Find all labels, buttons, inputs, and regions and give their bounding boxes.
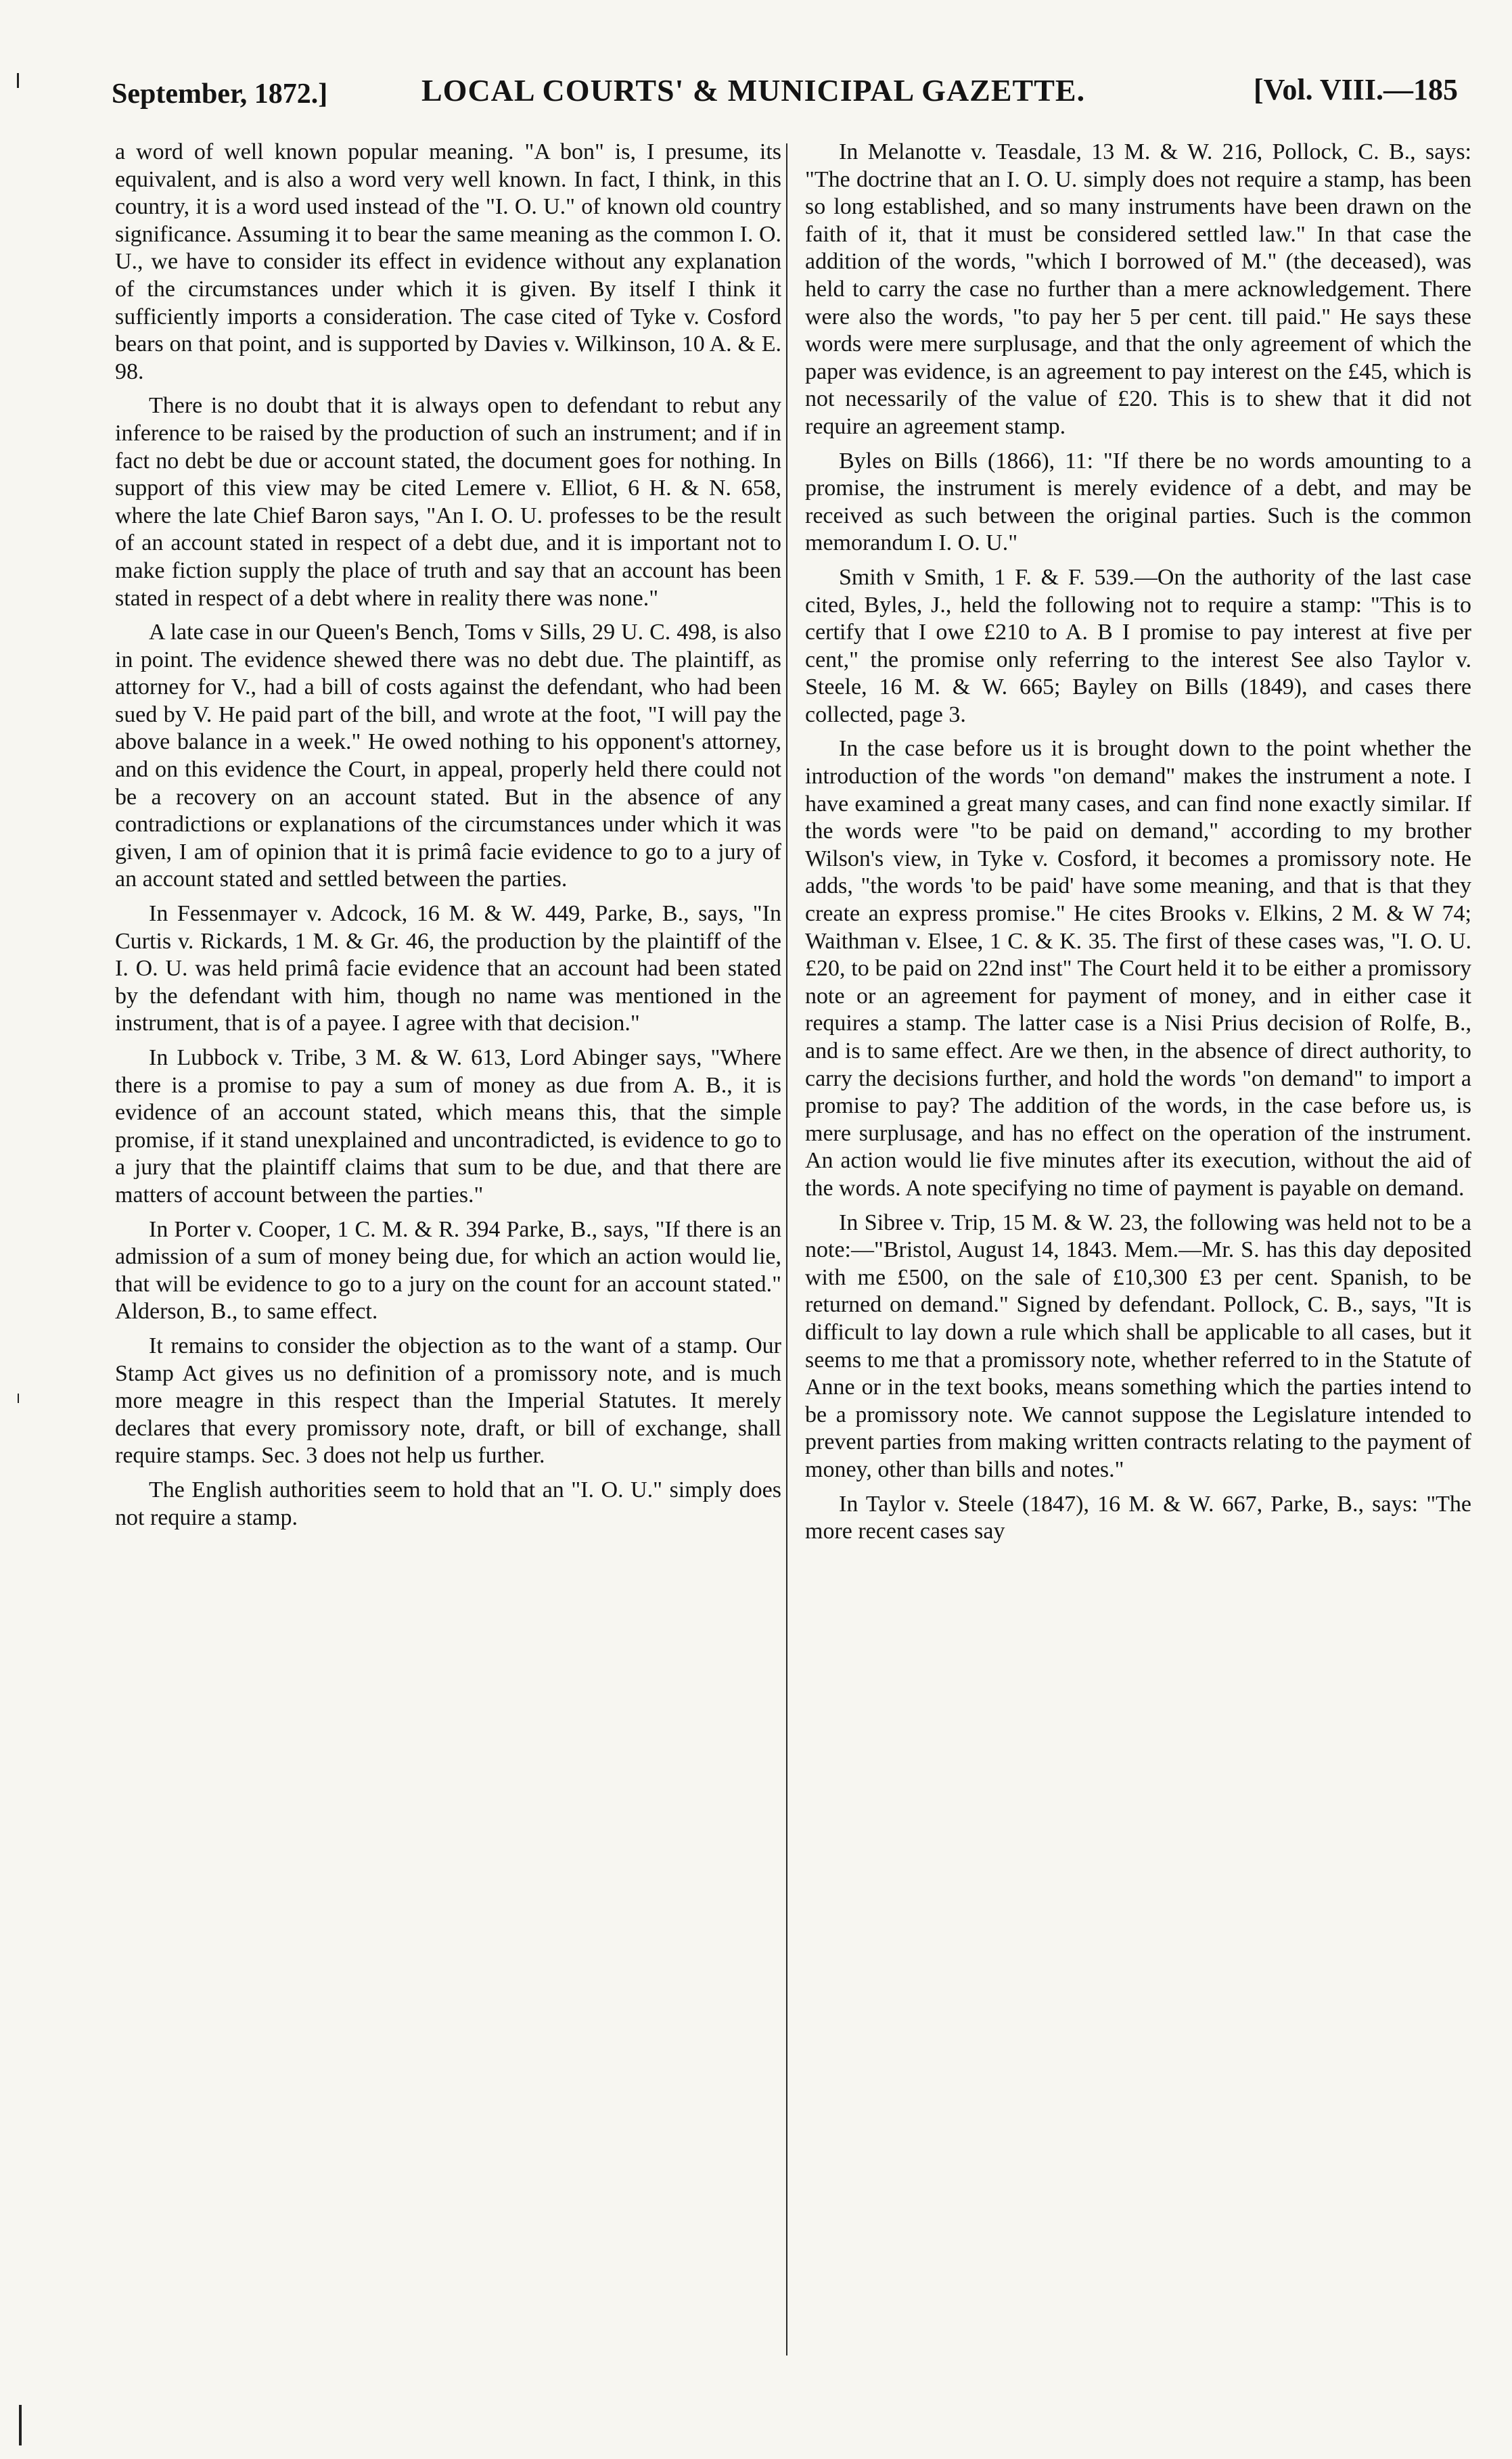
header-date: September, 1872.] [112, 78, 328, 110]
paragraph: It remains to consider the objection as to the want of a stamp. Our Stamp Act gives us no definition of a promissory note, and is much more meagre in this respect than the Imperial Statutes. It merely declares that every promissory note, draft, or bill of exchange, shall require stamps. Sec. 3 does not help us further. [115, 1333, 781, 1469]
paragraph: In Fessenmayer v. Adcock, 16 M. & W. 449, Parke, B., says, "In Curtis v. Rickards, 1 M. & Gr. 46, the production by the plaintiff of the I. O. U. was held primâ facie evidence that an account had been stated by the defendant with him, though no name was mentioned in the instrument, that is of a payee. I agree with that decision." [115, 901, 781, 1036]
paragraph: Byles on Bills (1866), 11: "If there be no words amounting to a promise, the instrument is merely evidence of a debt, and may be received as such between the original parties. Such is the common memorandum I. O. U." [805, 448, 1471, 556]
paragraph: There is no doubt that it is always open to defendant to rebut any inference to be raised by the production of such an instrument; and if in fact no debt be due or account stated, the document goes for nothing. In support of this view may be cited Lemere v. Elliot, 6 H. & N. 658, where the late Chief Baron says, "An I. O. U. professes to be the result of an account stated in respect of a debt due, and it is important not to make fiction supply the place of truth and say that an account has been stated in respect of a debt where in reality there was none." [115, 393, 781, 611]
paragraph: In Melanotte v. Teasdale, 13 M. & W. 216, Pollock, C. B., says: "The doctrine that an I. O. U. simply does not require a stamp, has been so long established, and so many instruments have been drawn on the faith of it, that it must be considered settled law." In that case the addition of the words, "which I borrowed of M." (the deceased), was held to carry the case no further than a mere acknowledgement. There were also the words, "to pay her 5 per cent. till paid." He says these words were mere surplusage, and that the only agreement of which the paper was evidence, is an agreement to pay interest on the £45, which is not necessarily of the value of £20. This is to shew that it did not require an agreement stamp. [805, 139, 1471, 439]
column-divider [786, 143, 787, 2355]
paragraph: In Sibree v. Trip, 15 M. & W. 23, the following was held not to be a note:—"Bristol, August 14, 1843. Mem.—Mr. S. has this day deposited with me £500, on the sale of £10,300 £3 per cent. Spanish, to be returned on demand." Signed by defendant. Pollock, C. B., says, "It is difficult to lay down a rule which shall be applicable to all cases, but it seems to me that a promissory note, whether referred to in the Statute of Anne or in the text books, means something which the parties intend to be a promissory note. We cannot suppose the Legislature intended to prevent parties from making written contracts relating to the payment of money, other than bills and notes." [805, 1210, 1471, 1482]
paragraph: Smith v Smith, 1 F. & F. 539.—On the authority of the last case cited, Byles, J., held the following not to require a stamp: "This is to certify that I owe £210 to A. B I promise to pay interest at five per cent," the promise only referring to the interest See also Taylor v. Steele, 16 M. & W. 665; Bayley on Bills (1849), and cases there collected, page 3. [805, 564, 1471, 727]
margin-mark [17, 73, 19, 88]
paragraph: In Porter v. Cooper, 1 C. M. & R. 394 Parke, B., says, "If there is an admission of a sum of money being due, for which an action would lie, that will be evidence to go to a jury on the count for an account stated." Alderson, B., to same effect. [115, 1216, 781, 1325]
paragraph: In the case before us it is brought down to the point whether the introduction of the words "on demand" makes the instrument a note. I have examined a great many cases, and can find none exactly similar. If the words were "to be paid on demand," according to my brother Wilson's view, in Tyke v. Cosford, it becomes a promissory note. He adds, "the words 'to be paid' have some meaning, and that is that they create an express promise." He cites Brooks v. Elkins, 2 M. & W 74; Waithman v. Elsee, 1 C. & K. 35. The first of these cases was, "I. O. U. £20, to be paid on 22nd inst" The Court held it to be either a promissory note or an agreement for payment of money, and in either case it requires a stamp. The latter case is a Nisi Prius decision of Rolfe, B., and is to same effect. Are we then, in the absence of direct authority, to carry the decisions further, and hold the words "on demand" to import a promise to pay? The addition of the words, in the case before us, is mere surplusage, and has no effect on the operation of the instrument. An action would lie five minutes after its execution, without the aid of the words. A note specifying no time of payment is payable on demand. [805, 736, 1471, 1201]
right-column [805, 139, 1471, 1553]
paragraph: In Lubbock v. Tribe, 3 M. & W. 613, Lord Abinger says, "Where there is a promise to pay a sum of money as due from A. B., it is evidence of an account stated, which means this, that the simple promise, if it stand unexplained and uncontradicted, is evidence to go to a jury that the plaintiff claims that sum to be due, and that there are matters of account between the parties." [115, 1045, 781, 1208]
header-volume-page: [Vol. VIII.—185 [1254, 73, 1458, 106]
left-column [115, 139, 781, 1538]
page-header [112, 64, 1458, 118]
paragraph: In Taylor v. Steele (1847), 16 M. & W. 667, Parke, B., says: "The more recent cases say [805, 1491, 1471, 1544]
margin-mark [18, 1394, 19, 1403]
paragraph: The English authorities seem to hold that an "I. O. U." simply does not require a stamp. [115, 1477, 781, 1530]
paragraph: a word of well known popular meaning. "A bon" is, I presume, its equivalent, and is also a word very well known. In fact, I think, in this country, it is a word used instead of the "I. O. U." of known old country significance. Assuming it to bear the same meaning as the common I. O. U., we have to consider its effect in evidence without any explanation of the circumstances under which it is given. By itself I think it sufficiently imports a consideration. The case cited of Tyke v. Cosford bears on that point, and is supported by Davies v. Wilkinson, 10 A. & E. 98. [115, 139, 781, 384]
margin-mark [19, 2405, 22, 2445]
paragraph: A late case in our Queen's Bench, Toms v Sills, 29 U. C. 498, is also in point. The evidence shewed there was no debt due. The plaintiff, as attorney for V., had a bill of costs against the defendant, who had been sued by V. He paid part of the bill, and wrote at the foot, "I will pay the above balance in a week." He owed nothing to his opponent's attorney, and on this evidence the Court, in appeal, properly held there could not be a recovery on an account stated. But in the absence of any contradictions or explanations of the circumstances under which it was given, I am of opinion that it is primâ facie evidence to go to a jury of an account stated and settled between the parties. [115, 620, 781, 892]
header-title: LOCAL COURTS' & MUNICIPAL GAZETTE. [421, 73, 1086, 108]
